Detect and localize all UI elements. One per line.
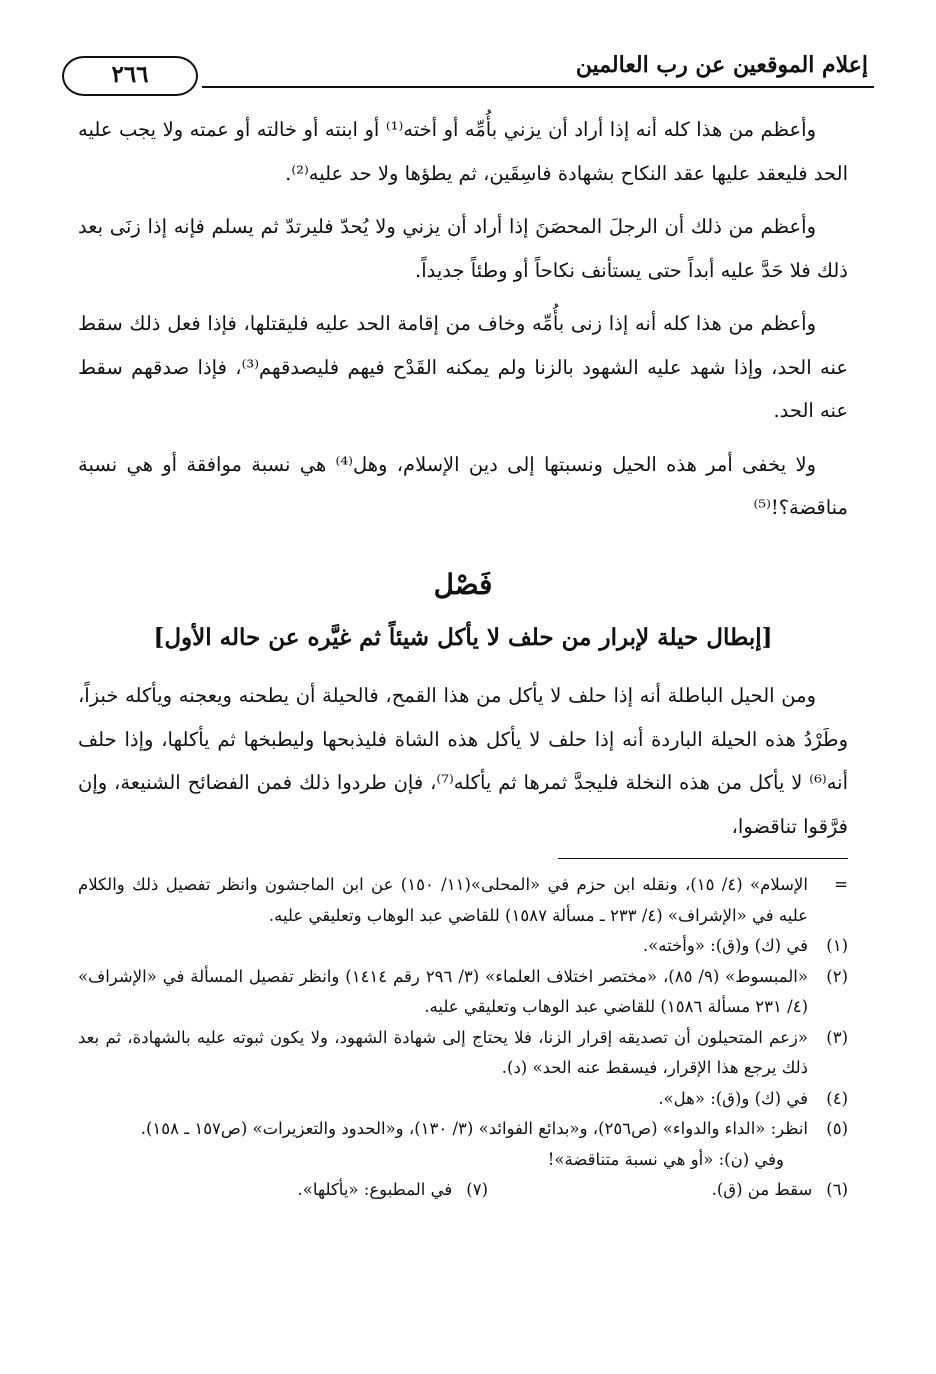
footnote [78, 1023, 848, 1084]
section-text [78, 674, 848, 848]
footnote-text: وفي (ن): «أو هي نسبة متناقضة»! [547, 1149, 784, 1169]
footnote-number: (٢) [826, 966, 848, 986]
book-title: إعلام الموقعين عن رب العالمين [575, 52, 868, 78]
footnote-divider [558, 858, 848, 859]
section-subheading: [إبطال حيلة لإبرار من حلف لا يأكل شيئاً ثم غيَّره عن حاله الأول] [153, 624, 773, 651]
footnote [712, 1175, 848, 1206]
footnote-text: «زعم المتحيلون أن تصديقه إقرار الزنا، فلا يحتاج إلى شهادة الشهود، ولا يكون ثبوته عليه بالشهادة، ثم بعد ذلك يرجع هذا الإقرار، فيسقط عنه الحد» (د). [78, 1027, 808, 1077]
header-rule [202, 86, 874, 88]
footnotes [78, 870, 848, 1206]
footnote-number: (٧) [466, 1180, 488, 1199]
paragraph-1: وأعظم من هذا كله أنه إذا أراد أن يزني بأُمِّه أو أخته⁽¹⁾ أو ابنته أو خالته أو عمته ولا يجب عليه الحد فليعقد عليها عقد النكاح بشهادة فاسِقَين، ثم يطؤها ولا حد عليه⁽²⁾. [78, 118, 848, 185]
page-header [62, 46, 874, 98]
footnote-continuation [78, 1145, 848, 1176]
footnote-text: في (ك) و(ق): «هل». [658, 1088, 808, 1108]
footnote-pair-line [78, 1175, 848, 1206]
paragraph-3: وأعظم من هذا كله أنه إذا زنى بأُمِّه وخاف من إقامة الحد عليه فليقتلها، فإذا فعل ذلك سقط عنه الحد، وإذا شهد عليه الشهود بالزنا ولم يمكنه القَدْح فيهم فليصدقهم⁽³⁾، فإذا صدقهم سقط عنه الحد. [78, 312, 848, 422]
footnote-text: الإسلام» (٤/ ١٥)، ونقله ابن حزم في «المحلى»(١١/ ١٥٠) عن ابن الماجشون وانظر تفصيل ذلك والكلام عليه في «الإشراف» (٤/ ٢٣٣ ـ مسألة ١٥٨٧) للقاضي عبد الوهاب وتعليقي عليه. [78, 875, 808, 925]
footnote-text: في المطبوع: «يأكلها». [297, 1180, 453, 1199]
footnote-text: سقط من (ق). [711, 1180, 813, 1199]
section-heading: فَصْل [433, 568, 493, 601]
footnote-text: «المبسوط» (٩/ ٨٥)، «مختصر اختلاف العلماء» (٣/ ٢٩٦ رقم ١٤١٤) وانظر تفصيل المسألة في «الإشراف» (٤/ ٢٣١ مسألة ١٥٨٦) للقاضي عبد الوهاب وتعليقي عليه. [78, 966, 808, 1016]
footnote-number: (٣) [826, 1027, 848, 1047]
main-text [78, 108, 848, 530]
footnote-text: في (ك) و(ق): «وأخته». [642, 936, 808, 955]
footnote [298, 1175, 488, 1206]
footnote-number: (٥) [826, 1119, 848, 1138]
footnote-text: انظر: «الداء والدواء» (ص٢٥٦)، و«بدائع الفوائد» (٣/ ١٣٠)، و«الحدود والتعزيرات» (ص١٥٧ ـ ١٥٨). [140, 1119, 808, 1138]
footnote [78, 1114, 848, 1145]
footnote [78, 1084, 848, 1115]
footnote-number: (٤) [826, 1088, 848, 1108]
footnote [78, 870, 848, 931]
paragraph-2: وأعظم من ذلك أن الرجلَ المحصَنَ إذا أراد أن يزني ولا يُحدّ فليرتدّ ثم يسلم فإنه إذا زنَى بعد ذلك فلا حَدَّ عليه أبداً حتى يستأنف نكاحاً أو وطئاً جديداً. [78, 215, 848, 282]
section-paragraph: ومن الحيل الباطلة أنه إذا حلف لا يأكل من هذا القمح، فالحيلة أن يطحنه ويعجنه ويأكله خبزاً، وطَرْدُ هذه الحيلة الباردة أنه إذا حلف لا يأكل هذه الشاة فليذبحها وليطبخها ثم يأكلها، وإذا حلف أنه⁽⁶⁾ لا يأكل من هذه النخلة فليجدَّ ثمرها ثم يأكله⁽⁷⁾، فإن طردوا ذلك فمن الفضائح الشنيعة، وإن فرَّقوا تناقضوا، [78, 684, 848, 838]
page-number: ٢٦٦ [62, 56, 198, 96]
paragraph-4: ولا يخفى أمر هذه الحيل ونسبتها إلى دين الإسلام، وهل⁽⁴⁾ هي نسبة موافقة أو هي نسبة مناقضة؟!⁽⁵⁾ [78, 452, 848, 519]
footnote [78, 931, 848, 962]
footnote-number: (١) [826, 936, 848, 955]
footnote-number: = [834, 875, 848, 894]
footnote [78, 962, 848, 1023]
footnote-number: (٦) [826, 1180, 848, 1199]
